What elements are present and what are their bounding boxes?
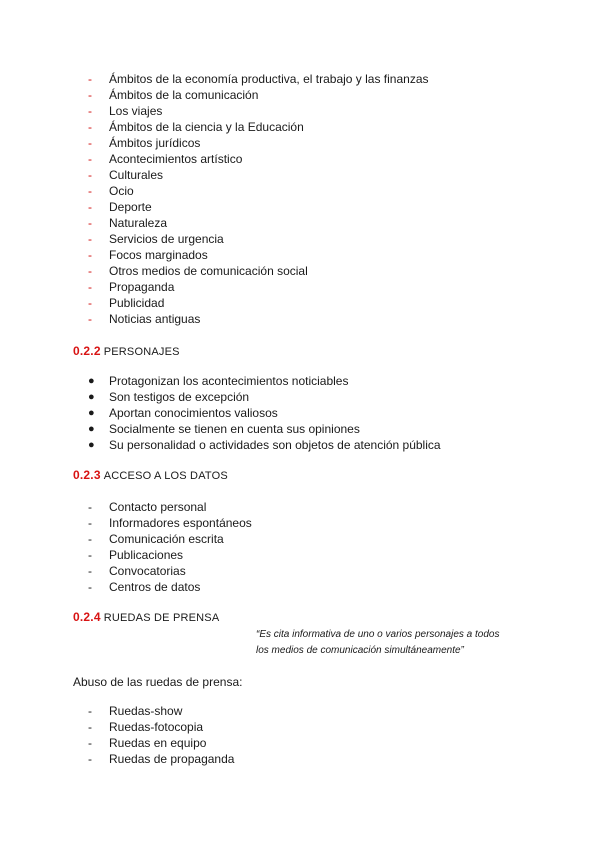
list-item-text: Otros medios de comunicación social [109,264,308,278]
list-item [88,231,429,247]
list-item-text: Aportan conocimientos valiosos [109,406,278,420]
list-item-text: Protagonizan los acontecimientos noticiables [109,374,349,388]
bullet-dot-icon: ● [88,391,95,403]
list-item [88,547,252,563]
definition-quote [256,627,546,659]
list-item-text: Los viajes [109,104,163,118]
list-item [88,405,441,421]
list-item-text: Publicidad [109,296,165,310]
list-item-text: Ruedas en equipo [109,736,207,750]
dash-bullet: - [88,704,92,718]
dash-bullet: - [88,200,92,214]
list-item [88,263,429,279]
dash-bullet: - [88,88,92,102]
section-title: ACCESO A LOS DATOS [103,470,228,482]
section-heading-personajes [73,343,180,359]
list-item [88,735,234,751]
dash-bullet: - [88,500,92,514]
section-title: PERSONAJES [103,346,180,358]
list-item-text: Ámbitos de la ciencia y la Educación [109,120,304,134]
list-item-text: Noticias antiguas [109,312,201,326]
list-item [88,751,234,767]
list-item [88,119,429,135]
list-item-text: Contacto personal [109,500,207,514]
list-item [88,515,252,531]
list-item [88,199,429,215]
section-heading-ruedas [73,609,219,625]
dash-bullet: - [88,580,92,594]
dash-bullet: - [88,216,92,230]
section-number: 0.2.4 [73,610,101,624]
ambitos-list [88,71,429,327]
list-item [88,579,252,595]
dash-bullet: - [88,120,92,134]
section-title: RUEDAS DE PRENSA [103,612,220,624]
abuse-label: Abuso de las ruedas de prensa: [73,675,243,689]
list-item [88,295,429,311]
list-item [88,389,441,405]
list-item [88,167,429,183]
list-item [88,719,234,735]
dash-bullet: - [88,516,92,530]
list-item-text: Propaganda [109,280,175,294]
list-item [88,135,429,151]
list-item [88,311,429,327]
dash-bullet: - [88,548,92,562]
dash-bullet: - [88,720,92,734]
list-item [88,247,429,263]
list-item [88,151,429,167]
list-item-text: Naturaleza [109,216,168,230]
list-item [88,183,429,199]
list-item [88,215,429,231]
dash-bullet: - [88,312,92,326]
section-number: 0.2.3 [73,468,101,482]
bullet-dot-icon: ● [88,423,95,435]
list-item-text: Informadores espontáneos [109,516,252,530]
dash-bullet: - [88,296,92,310]
personajes-list [88,373,441,453]
list-item [88,437,441,453]
list-item-text: Deporte [109,200,152,214]
list-item-text: Son testigos de excepción [109,390,250,404]
section-number: 0.2.2 [73,344,101,358]
list-item-text: Ocio [109,184,134,198]
dash-bullet: - [88,736,92,750]
list-item-text: Servicios de urgencia [109,232,224,246]
dash-bullet: - [88,136,92,150]
list-item [88,531,252,547]
dash-bullet: - [88,532,92,546]
list-item [88,563,252,579]
list-item [88,103,429,119]
list-item [88,279,429,295]
list-item-text: Centros de datos [109,580,201,594]
ruedas-list [88,703,234,767]
list-item [88,87,429,103]
list-item-text: Socialmente se tienen en cuenta sus opiniones [109,422,360,436]
list-item-text: Ámbitos jurídicos [109,136,201,150]
dash-bullet: - [88,564,92,578]
dash-bullet: - [88,264,92,278]
dash-bullet: - [88,168,92,182]
dash-bullet: - [88,152,92,166]
acceso-list [88,499,252,595]
list-item-text: Ámbitos de la comunicación [109,88,259,102]
bullet-dot-icon: ● [88,439,95,451]
dash-bullet: - [88,184,92,198]
section-heading-acceso [73,467,228,483]
bullet-dot-icon: ● [88,375,95,387]
list-item [88,373,441,389]
list-item-text: Publicaciones [109,548,184,562]
list-item-text: Focos marginados [109,248,208,262]
dash-bullet: - [88,72,92,86]
list-item-text: Su personalidad o actividades son objetos de atención pública [109,438,441,452]
list-item-text: Convocatorias [109,564,186,578]
list-item-text: Culturales [109,168,164,182]
quote-line: “Es cita informativa de uno o varios personajes a todos [256,629,500,640]
list-item-text: Ruedas-show [109,704,183,718]
list-item [88,499,252,515]
bullet-dot-icon: ● [88,407,95,419]
list-item [88,71,429,87]
dash-bullet: - [88,280,92,294]
dash-bullet: - [88,104,92,118]
list-item-text: Ámbitos de la economía productiva, el trabajo y las finanzas [109,72,429,86]
list-item-text: Ruedas-fotocopia [109,720,204,734]
dash-bullet: - [88,248,92,262]
list-item [88,703,234,719]
list-item [88,421,441,437]
list-item-text: Ruedas de propaganda [109,752,235,766]
list-item-text: Comunicación escrita [109,532,224,546]
dash-bullet: - [88,752,92,766]
dash-bullet: - [88,232,92,246]
list-item-text: Acontecimientos artístico [109,152,243,166]
quote-line: los medios de comunicación simultáneamente” [256,645,464,656]
